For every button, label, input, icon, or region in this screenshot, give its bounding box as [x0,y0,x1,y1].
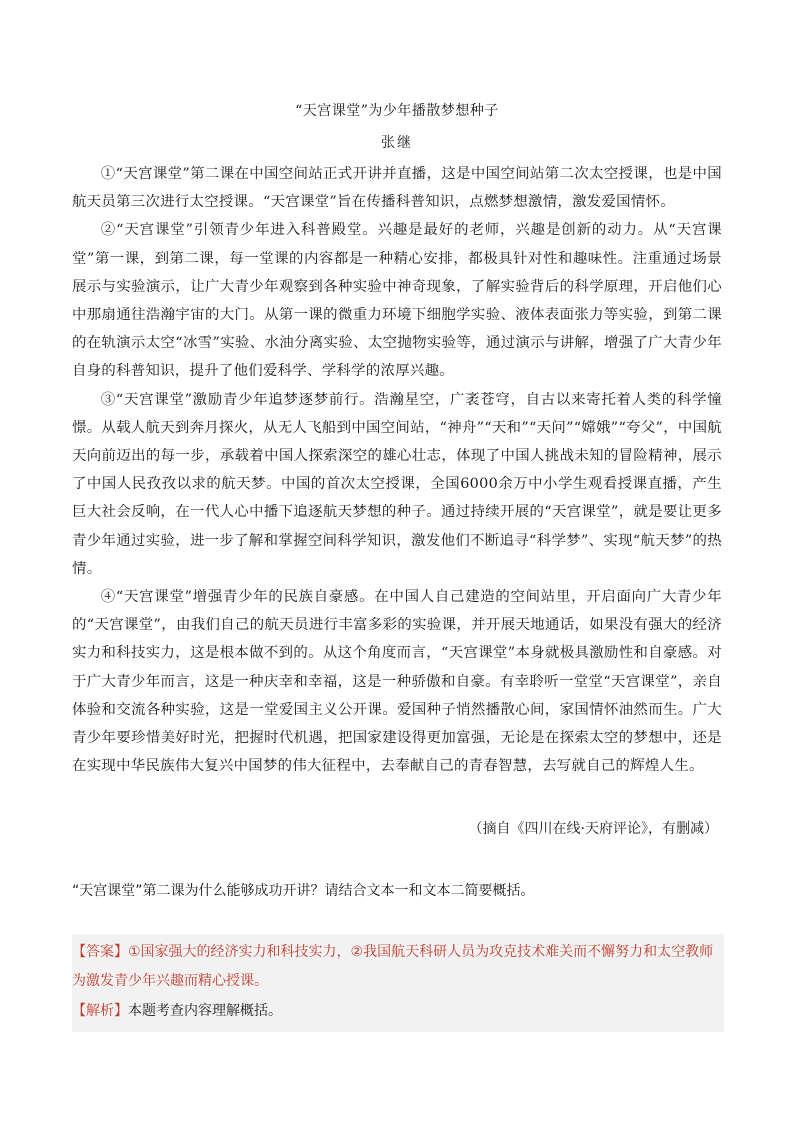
paragraph-4: ④“天宫课堂”增强青少年的民族自豪感。在中国人自己建造的空间站里，开启面向广大青少年的“天宫课堂”，由我们自己的航天员进行丰富多彩的实验课，并开展天地通话，如果没有强大的经济实力和科技实力，这是根本做不到的。从这个角度而言，“天宫课堂”本身就极具激励性和自豪感。对于广大青少年而言，这是一种庆幸和幸福，这是一种骄傲和自豪。有幸聆听一堂堂“天宫课堂”，亲自体验和交流各种实验，这是一堂爱国主义公开课。爱国种子悄然播散心间，家国情怀油然而生。广大青少年要珍惜美好时光，把握时代机遇，把国家建设得更加富强，无论是在探索太空的梦想中，还是在实现中华民族伟大复兴中国梦的伟大征程中，去奉献自己的青春智慧，去写就自己的辉煌人生。 [72,589,722,775]
article-source: （摘自《四川在线·天府评论》，有删减） [468,821,718,837]
question-text: “天宫课堂”第二课为什么能够成功开讲？请结合文本一和文本二简要概括。 [72,883,535,899]
paragraph-1: ①“天宫课堂”第二课在中国空间站正式开讲并直播，这是中国空间站第二次太空授课，也是中国航天员第三次进行太空授课。“天宫课堂”旨在传播科普知识，点燃梦想激情，激发爱国情怀。 [72,166,722,211]
analysis-text: 本题考查内容理解概括。 [128,1003,282,1019]
answer-text: ①国家强大的经济实力和科技实力，②我国航天科研人员为攻克技术难关而不懈努力和太空教师为激发青少年兴趣而精心授课。 [72,944,714,989]
article-body [72,160,722,780]
analysis-tag: 【解析】 [72,1003,128,1019]
article-author: 张继 [381,135,413,151]
article-title: “天宫课堂”为少年播散梦想种子 [295,103,499,119]
answer-panel [72,934,724,1032]
answer-line [72,934,724,996]
paragraph-2: ②“天宫课堂”引领青少年进入科普殿堂。兴趣是最好的老师，兴趣是创新的动力。从“天宫课堂”第一课，到第二课，每一堂课的内容都是一种精心安排，都极具针对性和趣味性。注重通过场景展示与实验演示，让广大青少年观察到各种实验中神奇现象，了解实验背后的科学原理，开启他们心中那扇通往浩瀚宇宙的大门。从第一课的微重力环境下细胞学实验、液体表面张力等实验，到第二课的在轨演示太空“冰雪”实验、水油分离实验、太空抛物实验等，通过演示与讲解，增强了广大青少年自身的科普知识，提升了他们爱科学、学科学的浓厚兴趣。 [72,222,722,380]
answer-tag: 【答案】 [72,944,128,960]
analysis-line [72,996,724,1026]
paragraph-3: ③“天宫课堂”激励青少年追梦逐梦前行。浩瀚星空，广袤苍穹，自古以来寄托着人类的科学憧憬。从载人航天到奔月探火，从无人飞船到中国空间站，“神舟”“天和”“天问”“嫦娥”“夸父”，中国航天向前迈出的每一步，承载着中国人探索深空的雄心壮志，体现了中国人挑战未知的冒险精神，展示了中国人民孜孜以求的航天梦。中国的首次太空授课，全国6000余万中小学生观看授课直播，产生巨大社会反响，在一代人心中播下追逐航天梦想的种子。通过持续开展的“天宫课堂”，就是要让更多青少年通过实验，进一步了解和掌握空间科学知识，激发他们不断追寻“科学梦”、实现“航天梦”的热情。 [72,391,722,577]
